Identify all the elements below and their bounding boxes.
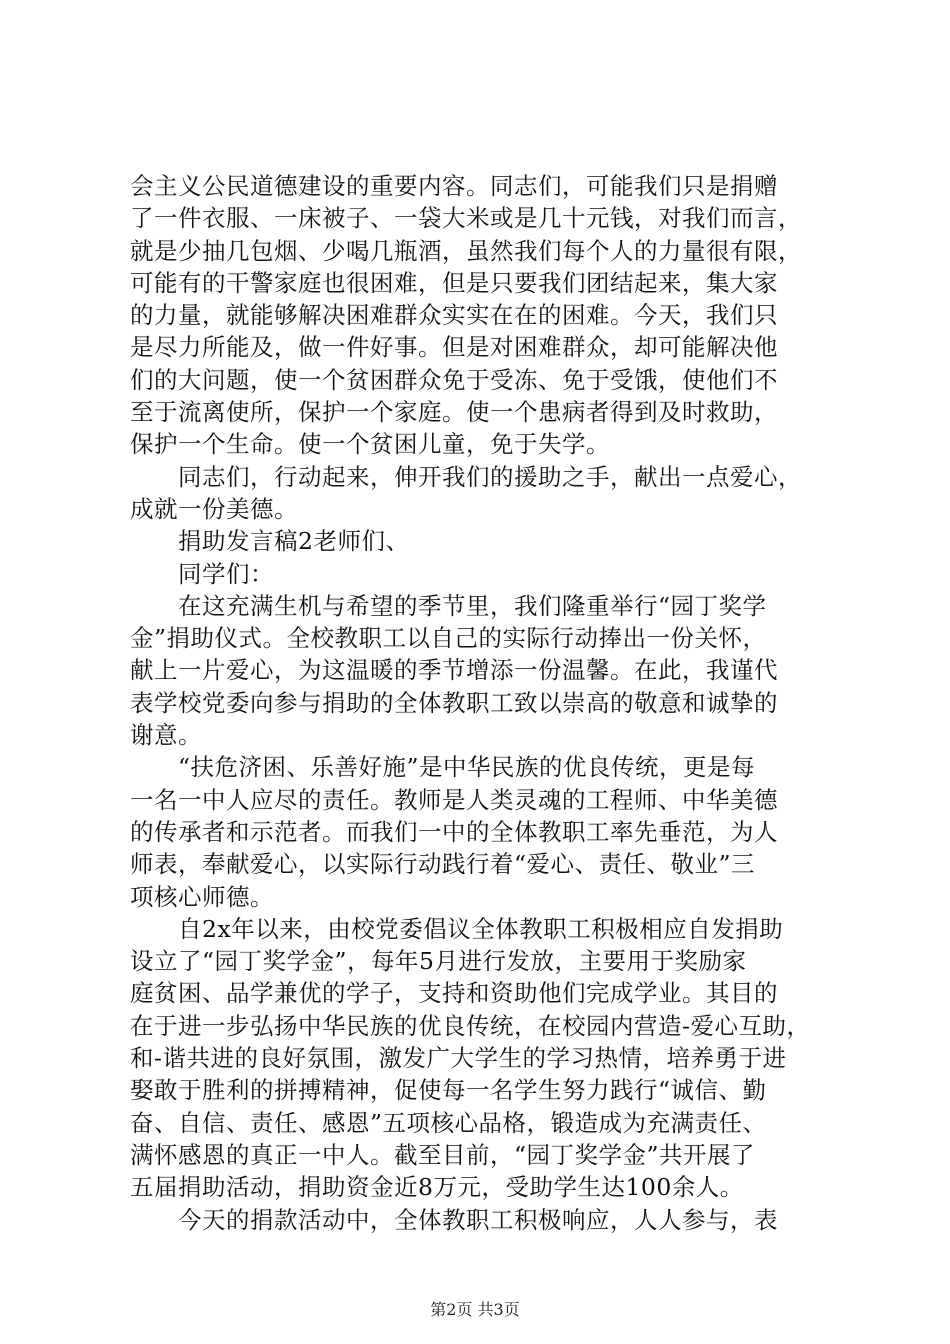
text-line: 奋、自信、责任、感恩”五项核心品格，锻造成为充满责任、 <box>130 1108 767 1137</box>
text-line: 在于进一步弘扬中华民族的优良传统，在校园内营造-爱心互助， <box>130 1011 811 1040</box>
text-line: 娶敢于胜利的拼搏精神，促使每一名学生努力践行“诚信、勤 <box>130 1076 767 1105</box>
text-line: “扶危济困、乐善好施”是中华民族的优良传统，更是每 <box>178 753 756 782</box>
text-line: 今天的捐款活动中，全体教职工积极响应，人人参与，表 <box>178 1205 778 1234</box>
text-line: 同志们，行动起来，伸开我们的援助之手，献出一点爱心， <box>178 462 802 491</box>
text-line: 设立了“园丁奖学金”，每年5月进行发放，主要用于奖励家 <box>130 947 747 976</box>
document-body <box>130 170 830 1236</box>
text-line: 了一件衣服、一床被子、一袋大米或是几十元钱，对我们而言， <box>130 204 802 233</box>
text-line: 在这充满生机与希望的季节里，我们隆重举行“园丁奖学 <box>178 591 767 620</box>
text-line: 自2x年以来，由校党委倡议全体教职工积极相应自发捐助 <box>178 914 784 943</box>
text-line: 保护一个生命。使一个贫困儿童，免于失学。 <box>130 430 610 459</box>
text-line: 是尽力所能及，做一件好事。但是对困难群众，却可能解决他 <box>130 333 778 362</box>
text-line: 同学们： <box>178 559 274 588</box>
text-line: 金”捐助仪式。全校教职工以自己的实际行动捧出一份关怀， <box>130 624 767 653</box>
text-line: 会主义公民道德建设的重要内容。同志们，可能我们只是捐赠 <box>130 172 778 200</box>
text-line: 师表，奉献爱心，以实际行动践行着“爱心、责任、敬业”三 <box>130 850 756 879</box>
text-line: 满怀感恩的真正一中人。截至目前，“园丁奖学金”共开展了 <box>130 1140 756 1169</box>
text-line: 项核心师德。 <box>130 882 274 911</box>
text-line: 们的大问题，使一个贫困群众免于受冻、免于受饿，使他们不 <box>130 365 778 394</box>
text-line: 的传承者和示范者。而我们一中的全体教职工率先垂范，为人 <box>130 817 778 846</box>
page-footer: 第2页 共3页 <box>430 1300 520 1319</box>
text-line: 献上一片爱心，为这温暖的季节增添一份温馨。在此，我谨代 <box>130 656 778 685</box>
text-line: 捐助发言稿2老师们、 <box>178 527 410 556</box>
text-line: 至于流离使所，保护一个家庭。使一个患病者得到及时救助， <box>130 398 778 427</box>
text-line: 和-谐共进的良好氛围，激发广大学生的学习热情，培养勇于进 <box>130 1044 787 1073</box>
text-line: 五届捐助活动，捐助资金近8万元，受助学生达100余人。 <box>130 1173 744 1202</box>
text-line: 的力量，就能够解决困难群众实实在在的困难。今天，我们只 <box>130 301 778 330</box>
text-line: 可能有的干警家庭也很困难，但是只要我们团结起来，集大家 <box>130 268 778 297</box>
text-line: 一名一中人应尽的责任。教师是人类灵魂的工程师、中华美德 <box>130 785 778 814</box>
text-line: 成就一份美德。 <box>130 494 298 523</box>
text-line: 表学校党委向参与捐助的全体教职工致以崇高的敬意和诚挚的 <box>130 688 778 717</box>
text-line: 庭贫困、品学兼优的学子，支持和资助他们完成学业。其目的 <box>130 979 778 1008</box>
text-line: 谢意。 <box>130 721 202 750</box>
text-line: 就是少抽几包烟、少喝几瓶酒，虽然我们每个人的力量很有限， <box>130 236 802 265</box>
